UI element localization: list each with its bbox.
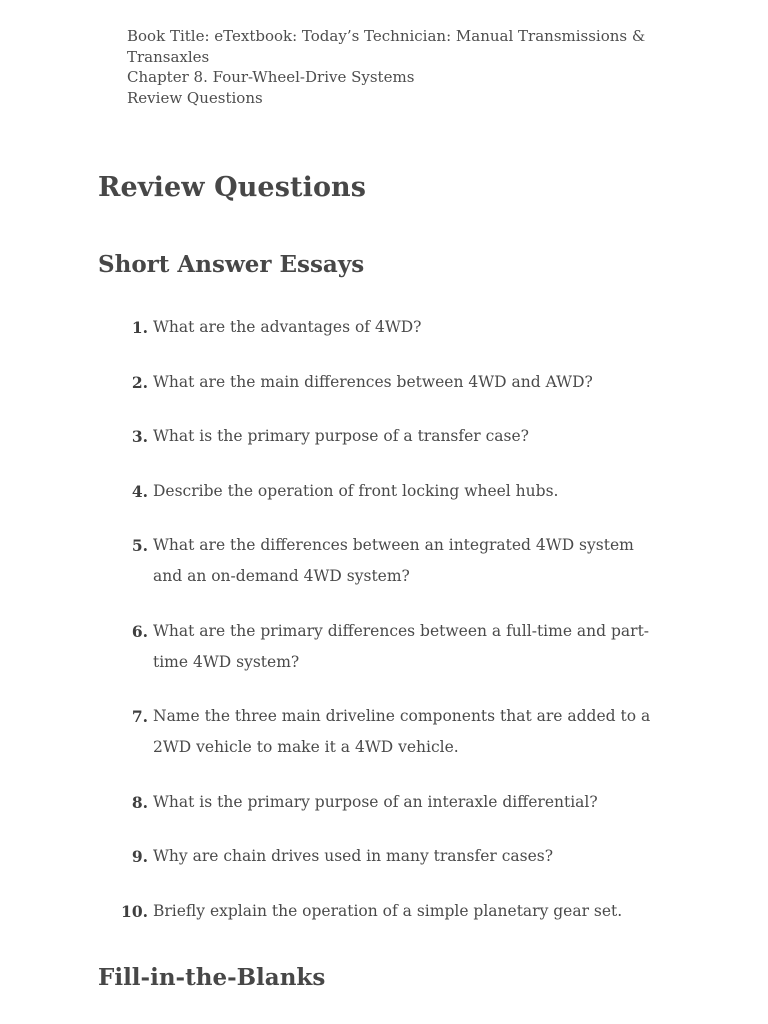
question-item bbox=[0, 367, 768, 398]
question-item bbox=[0, 701, 768, 763]
question-number: 8. bbox=[131, 792, 148, 812]
breadcrumb-chapter[interactable]: Chapter 8. Four-Wheel-Drive Systems bbox=[127, 68, 415, 86]
question-number: 1. bbox=[131, 318, 148, 337]
section-title-short-answer: Short Answer Essays bbox=[98, 251, 365, 278]
question-number: 6. bbox=[131, 621, 148, 641]
question-text: Name the three main driveline components that are added to a 2WD vehicle to make it a 4WD vehicle. bbox=[153, 707, 651, 756]
question-list bbox=[0, 312, 768, 950]
question-number: 4. bbox=[131, 481, 148, 501]
question-item bbox=[0, 530, 768, 592]
question-item bbox=[0, 421, 768, 452]
question-item bbox=[0, 787, 768, 818]
question-item bbox=[0, 476, 768, 507]
question-text: What are the main differences between 4WD and AWD? bbox=[153, 372, 593, 391]
question-item bbox=[0, 841, 768, 872]
question-number: 7. bbox=[131, 707, 148, 726]
question-number: 10. bbox=[121, 901, 148, 921]
question-item bbox=[0, 616, 768, 678]
question-number: 9. bbox=[131, 847, 148, 866]
question-number: 3. bbox=[131, 427, 148, 446]
breadcrumb-book-title[interactable]: Book Title: eTextbook: Today’s Technician: Manual Transmissions & Transaxles bbox=[127, 27, 646, 66]
question-text: What are the differences between an integrated 4WD system and an on-demand 4WD system? bbox=[153, 536, 634, 585]
question-number: 5. bbox=[131, 536, 148, 555]
question-text: Briefly explain the operation of a simple planetary gear set. bbox=[153, 901, 623, 920]
page-title: Review Questions bbox=[98, 172, 367, 203]
question-text: What is the primary purpose of an interaxle differential? bbox=[153, 792, 598, 811]
question-text: Describe the operation of front locking wheel hubs. bbox=[153, 481, 559, 500]
question-text: What is the primary purpose of a transfer case? bbox=[153, 427, 529, 445]
question-item bbox=[0, 896, 768, 927]
breadcrumb-section: Review Questions bbox=[127, 88, 263, 107]
question-text: What are the advantages of 4WD? bbox=[153, 318, 422, 336]
question-text: What are the primary differences between a full-time and part-time 4WD system? bbox=[153, 621, 650, 671]
question-text: Why are chain drives used in many transfer cases? bbox=[153, 847, 554, 865]
section-title-fill-in-the-blanks: Fill-in-the-Blanks bbox=[98, 964, 326, 991]
question-item bbox=[0, 312, 768, 343]
breadcrumb bbox=[127, 26, 647, 108]
question-number: 2. bbox=[131, 372, 148, 392]
